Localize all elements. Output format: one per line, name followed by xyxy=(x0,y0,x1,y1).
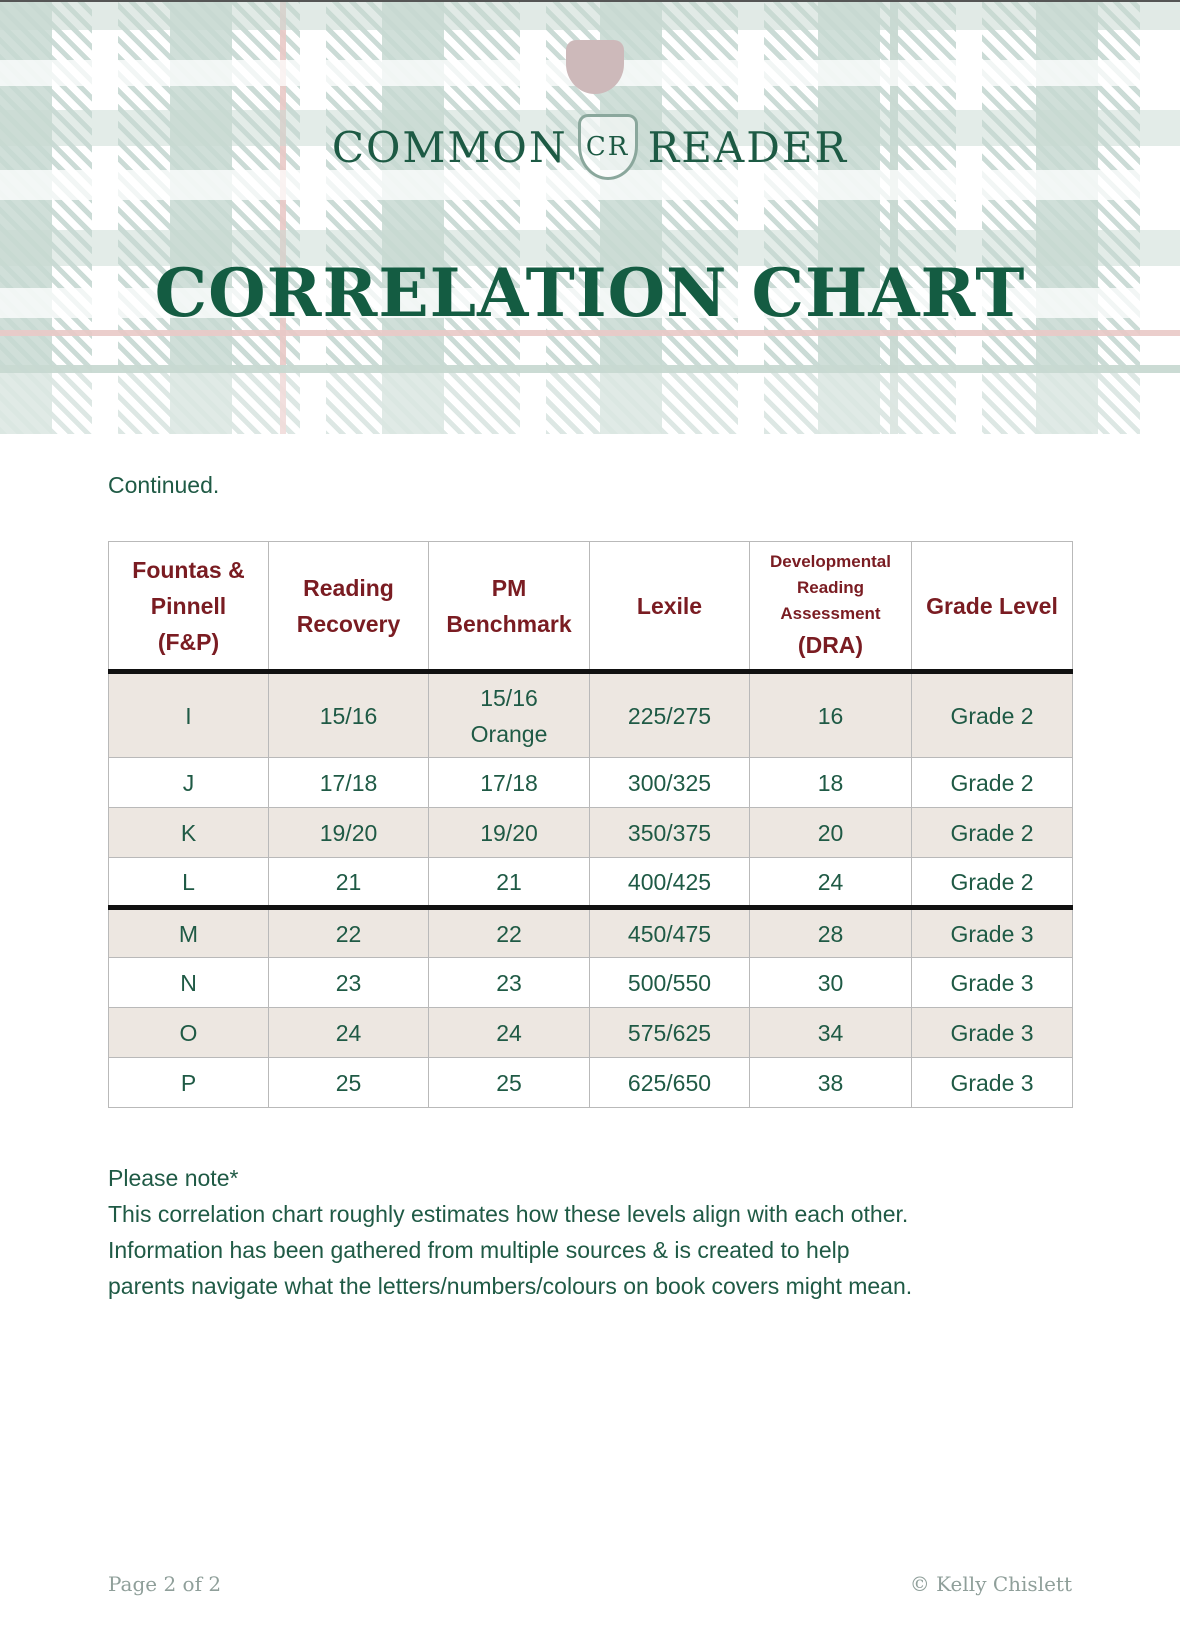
cell-pm-colour: Orange xyxy=(470,720,548,747)
header-dra xyxy=(750,542,912,672)
cell-dra: 28 xyxy=(750,908,912,958)
table-row xyxy=(109,1058,1073,1108)
page-number: Page 2 of 2 xyxy=(108,1572,222,1596)
header-line: Fountas & xyxy=(132,556,245,583)
header-line: Recovery xyxy=(296,610,401,637)
header-reading-recovery xyxy=(269,542,429,672)
header-line-emphasis: (DRA) xyxy=(797,631,864,658)
cell-lexile: 450/475 xyxy=(590,908,750,958)
cell-rr: 25 xyxy=(269,1058,429,1108)
cell-fp: O xyxy=(109,1008,269,1058)
cell-pm: 17/18 xyxy=(429,758,590,808)
brand-logo xyxy=(0,112,1180,182)
cell-dra: 20 xyxy=(750,808,912,858)
plaid-band xyxy=(0,373,1180,434)
page-title: CORRELATION CHART xyxy=(154,254,1026,332)
cell-dra: 24 xyxy=(750,858,912,908)
table-row xyxy=(109,758,1073,808)
cell-grade: Grade 2 xyxy=(912,672,1073,758)
cell-lexile: 225/275 xyxy=(590,672,750,758)
note-heading: Please note* xyxy=(108,1165,239,1191)
header-line: (F&P) xyxy=(157,628,220,655)
cell-pm: 21 xyxy=(429,858,590,908)
brand-left-word: COMMON xyxy=(331,122,568,172)
header-line: PM xyxy=(491,574,527,601)
intro-text: Continued. xyxy=(108,472,220,498)
cell-grade: Grade 2 xyxy=(912,858,1073,908)
note-section xyxy=(108,1160,1098,1304)
cell-pm xyxy=(429,672,590,758)
header-grade-level xyxy=(912,542,1073,672)
cell-pm: 22 xyxy=(429,908,590,958)
table-row xyxy=(109,1008,1073,1058)
cell-dra: 38 xyxy=(750,1058,912,1108)
cell-rr: 17/18 xyxy=(269,758,429,808)
cell-grade: Grade 3 xyxy=(912,1058,1073,1108)
plaid-band xyxy=(0,0,1180,30)
copyright-text: © Kelly Chislett xyxy=(909,1572,1072,1596)
cell-dra: 30 xyxy=(750,958,912,1008)
cell-lexile: 300/325 xyxy=(590,758,750,808)
header-line: Benchmark xyxy=(446,610,572,637)
header-line: Grade Level xyxy=(926,592,1058,619)
cell-rr: 22 xyxy=(269,908,429,958)
header-line: Developmental xyxy=(770,551,891,571)
cell-grade: Grade 3 xyxy=(912,1008,1073,1058)
cell-grade: Grade 2 xyxy=(912,808,1073,858)
cell-grade: Grade 3 xyxy=(912,908,1073,958)
header-line: Reading xyxy=(303,574,394,601)
table-row xyxy=(109,908,1073,958)
table-row xyxy=(109,858,1073,908)
cell-grade: Grade 2 xyxy=(912,758,1073,808)
cell-pm: 23 xyxy=(429,958,590,1008)
table-row xyxy=(109,672,1073,758)
note-line: Information has been gathered from multiple sources & is created to help xyxy=(108,1237,850,1263)
cell-fp: K xyxy=(109,808,269,858)
cell-rr: 19/20 xyxy=(269,808,429,858)
cell-dra: 16 xyxy=(750,672,912,758)
header-line: Assessment xyxy=(780,603,881,623)
brand-monogram: CR xyxy=(585,132,630,162)
table-header-row xyxy=(109,542,1073,672)
header-pm-benchmark xyxy=(429,542,590,672)
cell-fp: L xyxy=(109,858,269,908)
cell-lexile: 400/425 xyxy=(590,858,750,908)
top-rule xyxy=(0,0,1180,2)
table-row xyxy=(109,808,1073,858)
cell-fp: J xyxy=(109,758,269,808)
cell-lexile: 625/650 xyxy=(590,1058,750,1108)
note-line: parents navigate what the letters/numbers/colours on book covers might mean. xyxy=(108,1273,913,1299)
brand-right-word: READER xyxy=(647,122,849,172)
header-fountas-pinnell xyxy=(109,542,269,672)
cell-rr: 23 xyxy=(269,958,429,1008)
cell-grade: Grade 3 xyxy=(912,958,1073,1008)
plaid-band xyxy=(0,365,1180,373)
cell-lexile: 500/550 xyxy=(590,958,750,1008)
cell-rr: 24 xyxy=(269,1008,429,1058)
header-line: Lexile xyxy=(636,592,703,619)
cell-rr: 21 xyxy=(269,858,429,908)
cell-lexile: 575/625 xyxy=(590,1008,750,1058)
cell-fp: P xyxy=(109,1058,269,1108)
header-line: Reading xyxy=(796,577,865,597)
cell-pm-value: 15/16 xyxy=(480,684,538,711)
cell-lexile: 350/375 xyxy=(590,808,750,858)
cell-pm: 25 xyxy=(429,1058,590,1108)
correlation-table xyxy=(108,541,1073,1108)
cell-dra: 34 xyxy=(750,1008,912,1058)
note-line: This correlation chart roughly estimates how these levels align with each other. xyxy=(108,1201,909,1227)
cell-fp: M xyxy=(109,908,269,958)
cell-rr: 15/16 xyxy=(269,672,429,758)
cell-fp: N xyxy=(109,958,269,1008)
header-line: Pinnell xyxy=(150,592,227,619)
cell-pm: 19/20 xyxy=(429,808,590,858)
cell-dra: 18 xyxy=(750,758,912,808)
monogram-shield-icon xyxy=(578,114,638,180)
header-lexile xyxy=(590,542,750,672)
cell-pm: 24 xyxy=(429,1008,590,1058)
cell-fp: I xyxy=(109,672,269,758)
table-row xyxy=(109,958,1073,1008)
